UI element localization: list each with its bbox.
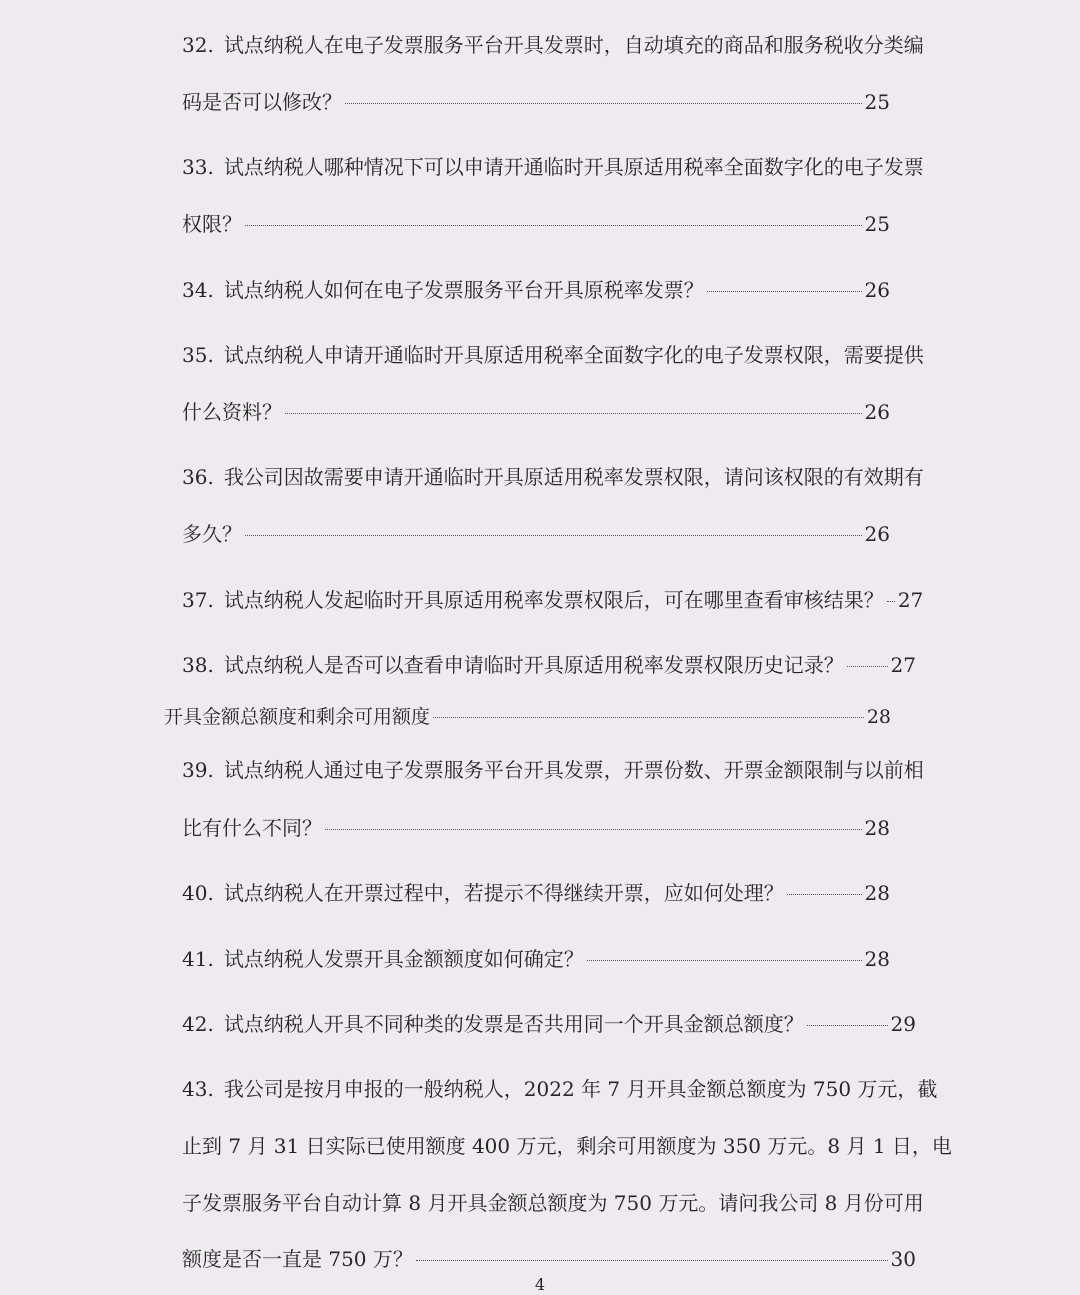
toc-entry-37[interactable] [182,586,924,614]
toc-entry-39-line2[interactable] [182,814,890,842]
toc-entry-title-continued: 子发票服务平台自动计算 8 月开具金额总额度为 750 万元。请问我公司 8 月份可用 [182,1191,924,1215]
toc-entry-33-line2[interactable] [182,210,890,238]
page-footer-number: 4 [534,1275,546,1294]
dot-leader [707,291,862,292]
dot-leader [245,535,862,536]
toc-entry-number: 32. [182,33,214,57]
toc-entry-32-line1 [182,31,924,59]
toc-entry-number: 38. [182,653,214,677]
dot-leader [587,960,862,961]
toc-entry-title-continued: 什么资料？ [182,400,282,424]
toc-entry-number: 42. [182,1012,214,1036]
toc-entry-title: 我公司因故需要申请开通临时开具原适用税率发票权限，请问该权限的有效期有 [223,465,924,489]
toc-entry-number: 36. [182,465,214,489]
toc-entry-43-line1 [182,1075,938,1103]
toc-entry-title: 试点纳税人申请开通临时开具原适用税率全面数字化的电子发票权限，需要提供 [223,343,924,367]
toc-entry-40[interactable] [182,879,890,907]
toc-section-heading[interactable] [164,703,891,731]
toc-entry-35-line1 [182,341,924,369]
dot-leader [807,1025,888,1026]
toc-entry-41[interactable] [182,945,890,973]
toc-entry-42[interactable] [182,1010,916,1038]
toc-page-number: 26 [864,400,890,424]
toc-entry-title-continued: 码是否可以修改？ [182,90,342,114]
toc-entry-title: 试点纳税人发起临时开具原适用税率发票权限后，可在哪里查看审核结果？ [223,588,884,612]
dot-leader [847,666,888,667]
toc-entry-number: 33. [182,155,214,179]
toc-entry-32-line2[interactable] [182,88,890,116]
toc-entry-39-line1 [182,756,924,784]
toc-page-number: 26 [864,278,890,302]
toc-entry-title-continued: 权限？ [182,212,242,236]
dot-leader [345,103,862,104]
dot-leader [416,1260,888,1261]
toc-entry-43-line3 [182,1189,924,1217]
toc-entry-number: 37. [182,588,214,612]
toc-entry-title: 试点纳税人在开票过程中，若提示不得继续开票，应如何处理？ [223,881,784,905]
toc-page-number: 28 [864,881,890,905]
toc-entry-36-line2[interactable] [182,520,890,548]
toc-entry-number: 43. [182,1077,214,1101]
toc-entry-title: 试点纳税人在电子发票服务平台开具发票时，自动填充的商品和服务税收分类编 [223,33,924,57]
toc-entry-33-line1 [182,153,924,181]
dot-leader [325,829,862,830]
toc-entry-34[interactable] [182,276,890,304]
toc-entry-38[interactable] [182,651,916,679]
toc-entry-title-continued: 止到 7 月 31 日实际已使用额度 400 万元，剩余可用额度为 350 万元。8 月 1 日，电 [182,1134,952,1158]
toc-entry-title: 试点纳税人是否可以查看申请临时开具原适用税率发票权限历史记录？ [223,653,844,677]
toc-page-number: 27 [890,653,916,677]
toc-page-number: 29 [890,1012,916,1036]
toc-entry-title-continued: 多久？ [182,522,242,546]
toc-page-number: 25 [864,90,890,114]
toc-entry-title: 我公司是按月申报的一般纳税人，2022 年 7 月开具金额总额度为 750 万元，截 [223,1077,938,1101]
toc-entry-title-continued: 额度是否一直是 750 万？ [182,1247,413,1271]
toc-page-number: 28 [864,947,890,971]
toc-entry-title: 试点纳税人如何在电子发票服务平台开具原税率发票？ [223,278,704,302]
toc-page-number: 28 [864,816,890,840]
toc-entry-number: 40. [182,881,214,905]
toc-page-number: 28 [866,706,891,728]
toc-entry-number: 34. [182,278,214,302]
toc-entry-36-line1 [182,463,924,491]
dot-leader [787,894,862,895]
toc-entry-title-continued: 比有什么不同？ [182,816,322,840]
toc-section-title: 开具金额总额度和剩余可用额度 [164,706,431,728]
toc-page-number: 26 [864,522,890,546]
toc-entry-title: 试点纳税人开具不同种类的发票是否共用同一个开具金额总额度？ [223,1012,804,1036]
toc-entry-title: 试点纳税人通过电子发票服务平台开具发票，开票份数、开票金额限制与以前相 [223,758,924,782]
toc-entry-43-line2 [182,1132,952,1160]
dot-leader [285,413,862,414]
dot-leader [245,225,862,226]
toc-entry-title: 试点纳税人发票开具金额额度如何确定？ [223,947,584,971]
toc-page-number: 30 [890,1247,916,1271]
toc-entry-title: 试点纳税人哪种情况下可以申请开通临时开具原适用税率全面数字化的电子发票 [223,155,924,179]
toc-entry-35-line2[interactable] [182,398,890,426]
toc-entry-number: 39. [182,758,214,782]
toc-entry-43-line4[interactable] [182,1245,916,1273]
toc-entry-number: 35. [182,343,214,367]
toc-entry-number: 41. [182,947,214,971]
dot-leader [433,717,864,718]
dot-leader [887,601,895,602]
toc-page-number: 25 [864,212,890,236]
toc-page-number: 27 [897,588,924,612]
